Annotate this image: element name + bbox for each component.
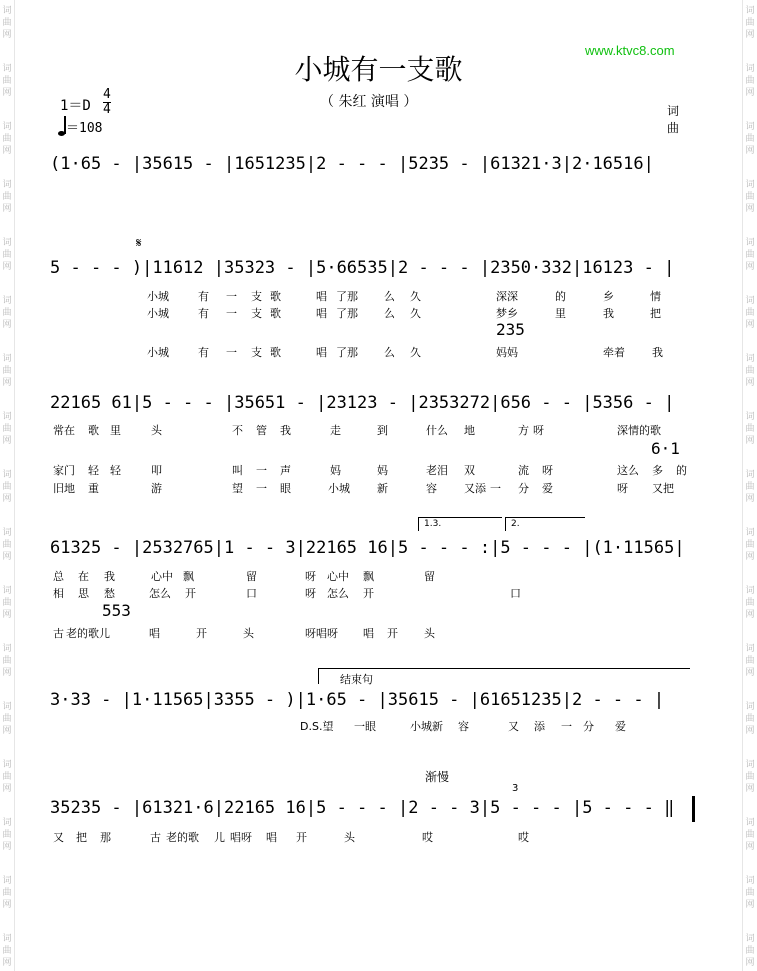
lyric: 开 <box>363 587 374 600</box>
lyric: 儿 <box>214 831 225 844</box>
lyric: 久 <box>410 307 421 320</box>
lyric: 一 <box>226 290 237 303</box>
watermark-glyph: 词 <box>745 6 755 16</box>
lyric: 我 <box>104 570 115 583</box>
lyric: 轻 <box>110 464 121 477</box>
watermark-glyph: 网 <box>745 378 755 388</box>
lyric: 一 <box>561 720 572 733</box>
lyric: 歌 <box>270 290 281 303</box>
lyric: 眼 <box>280 482 291 495</box>
lyric: 呀 <box>305 570 316 583</box>
lyric: 望 <box>232 482 243 495</box>
lyric: 地 <box>464 424 475 437</box>
watermark-glyph: 词 <box>745 934 755 944</box>
composer-label: 曲 <box>667 121 680 135</box>
lyric: 一眼 <box>354 720 376 733</box>
watermark-glyph: 曲 <box>745 424 755 434</box>
watermark-glyph: 词 <box>745 412 755 422</box>
lyric: 深情的歌 <box>617 424 661 437</box>
notation-text: 5 - - - )|11612 |35323 - |5·66535|2 - - - |2350·332|16123 - | <box>50 258 675 278</box>
watermark-glyph: 曲 <box>2 366 12 376</box>
lyric: 有 <box>198 346 209 359</box>
watermark-glyph: 词 <box>745 702 755 712</box>
watermark-glyph: 网 <box>745 494 755 504</box>
lyric: 呀 <box>533 424 544 437</box>
volta-2-label: 2. <box>511 519 520 529</box>
watermark-glyph: 词 <box>2 354 12 364</box>
notation-text: (1·65 - |35615 - |1651235|2 - - - |5235 - |61321·3|2·16516| <box>50 154 654 174</box>
lyric: 里 <box>555 307 566 320</box>
watermark-glyph: 曲 <box>745 308 755 318</box>
watermark-glyph: 曲 <box>2 308 12 318</box>
lyric: 乡 <box>603 290 614 303</box>
lyric: 头 <box>344 831 355 844</box>
watermark-glyph: 曲 <box>2 830 12 840</box>
watermark-glyph: 网 <box>2 726 12 736</box>
notation-text: 22165 61|5 - - - |35651 - |23123 - |2353272|656 - - |5356 - | <box>50 393 675 413</box>
segno-icon: 𝄋 <box>136 236 142 251</box>
lyric: 了那 <box>336 290 358 303</box>
lyric: 叩 <box>151 464 162 477</box>
watermark-glyph: 曲 <box>745 772 755 782</box>
final-barline <box>692 796 695 822</box>
watermark-glyph: 曲 <box>2 482 12 492</box>
lyric: 常在 <box>53 424 75 437</box>
watermark-glyph: 网 <box>745 436 755 446</box>
lyricist-label: 词 <box>667 104 680 118</box>
watermark-glyph: 词 <box>745 818 755 828</box>
watermark-glyph: 词 <box>2 586 12 596</box>
lyric: 歌 <box>270 346 281 359</box>
watermark-glyph: 词 <box>745 180 755 190</box>
watermark-glyph: 网 <box>745 320 755 330</box>
watermark-glyph: 词 <box>745 644 755 654</box>
lyric: 的 <box>676 464 687 477</box>
lyric: 爱 <box>542 482 553 495</box>
lyric: 唱 <box>316 290 327 303</box>
lyric: 留 <box>246 570 257 583</box>
lyric: 妈 <box>330 464 341 477</box>
lyric: 呀 <box>305 587 316 600</box>
watermark-glyph: 曲 <box>745 18 755 28</box>
watermark-glyph: 曲 <box>2 888 12 898</box>
volta-1-edge <box>418 517 419 531</box>
watermark-glyph: 网 <box>2 494 12 504</box>
lyric: 哎 <box>422 831 433 844</box>
notation-text: 35235 - |61321·6|22165 16|5 - - - |2 - - 3|5 - - - |5 - - - ‖ <box>50 798 675 818</box>
watermark-glyph: 曲 <box>745 76 755 86</box>
lyric: 有 <box>198 307 209 320</box>
lyric: 到 <box>377 424 388 437</box>
lyric: 唱 <box>363 627 374 640</box>
lyric: 把 <box>76 831 87 844</box>
watermark-glyph: 曲 <box>2 540 12 550</box>
lyric: 走 <box>330 424 341 437</box>
lyric: 开 <box>387 627 398 640</box>
lyric: 多 <box>652 464 663 477</box>
watermark-glyph: 网 <box>2 842 12 852</box>
watermark-glyph: 曲 <box>2 714 12 724</box>
watermark-glyph: 词 <box>2 6 12 16</box>
watermark-glyph: 词 <box>2 470 12 480</box>
lyric: 有 <box>198 290 209 303</box>
lyric: 久 <box>410 290 421 303</box>
lyric: 在 <box>78 570 89 583</box>
lyric: 久 <box>410 346 421 359</box>
volta-1-label: 1.3. <box>424 519 442 529</box>
watermark-glyph: 词 <box>2 180 12 190</box>
lyric: 又 <box>508 720 519 733</box>
lyric: 呀 <box>542 464 553 477</box>
watermark-glyph: 曲 <box>2 656 12 666</box>
lyric: 爱 <box>615 720 626 733</box>
lyric: 口 <box>246 587 257 600</box>
lyric: 双 <box>464 464 475 477</box>
variant-notes: 553 <box>102 601 131 620</box>
watermark-glyph: 曲 <box>2 424 12 434</box>
meter-top: 4 <box>103 87 111 102</box>
lyric: 么 <box>384 346 395 359</box>
lyric: 我 <box>652 346 663 359</box>
watermark-glyph: 网 <box>745 552 755 562</box>
watermark-glyph: 曲 <box>745 134 755 144</box>
lyric: 头 <box>243 627 254 640</box>
lyric: 相 <box>53 587 64 600</box>
lyric: 歌 <box>88 424 99 437</box>
lyric: 怎么 <box>327 587 349 600</box>
watermark-glyph: 曲 <box>2 76 12 86</box>
lyric: 新 <box>377 482 388 495</box>
lyric: 了那 <box>336 346 358 359</box>
watermark-glyph: 曲 <box>2 946 12 956</box>
lyric: 叫 <box>232 464 243 477</box>
watermark-glyph: 网 <box>2 204 12 214</box>
lyric: 妈妈 <box>496 346 518 359</box>
lyric: 总 <box>53 570 64 583</box>
watermark-glyph: 网 <box>745 784 755 794</box>
watermark-glyph: 词 <box>2 296 12 306</box>
watermark-glyph: 网 <box>745 668 755 678</box>
watermark-glyph: 曲 <box>2 192 12 202</box>
watermark-glyph: 词 <box>745 470 755 480</box>
lyric: 一 <box>226 307 237 320</box>
lyric: 飘 <box>363 570 374 583</box>
lyric: 里 <box>110 424 121 437</box>
watermark-glyph: 网 <box>2 378 12 388</box>
lyric: 小城 <box>147 346 169 359</box>
lyric: 不 <box>232 424 243 437</box>
watermark-glyph: 词 <box>745 528 755 538</box>
lyric: 又把 <box>652 482 674 495</box>
lyric: 游 <box>151 482 162 495</box>
watermark-glyph: 曲 <box>745 714 755 724</box>
lyric: 开 <box>196 627 207 640</box>
lyric: 把 <box>650 307 661 320</box>
right-watermark-strip <box>742 0 757 971</box>
watermark-glyph: 词 <box>2 702 12 712</box>
watermark-glyph: 曲 <box>2 18 12 28</box>
lyric: 头 <box>424 627 435 640</box>
watermark-glyph: 网 <box>2 784 12 794</box>
lyric: 哎 <box>518 831 529 844</box>
watermark-glyph: 曲 <box>2 250 12 260</box>
lyric: 小城 <box>147 307 169 320</box>
triplet-number: 3 <box>512 783 519 794</box>
watermark-glyph: 词 <box>2 934 12 944</box>
watermark-glyph: 网 <box>2 436 12 446</box>
watermark-glyph: 曲 <box>745 598 755 608</box>
singer-credit: （ 朱红 演唱 ） <box>320 94 418 110</box>
lyric: 心中 <box>151 570 173 583</box>
watermark-glyph: 曲 <box>745 540 755 550</box>
watermark-glyph: 曲 <box>2 134 12 144</box>
lyric: 小城新 <box>410 720 443 733</box>
lyric: 又 <box>53 831 64 844</box>
lyric: 老的歌儿 <box>66 627 110 640</box>
lyric: 旧地 <box>53 482 75 495</box>
lyric: 开 <box>185 587 196 600</box>
lyric: 又添 <box>464 482 486 495</box>
ending-bracket-edge <box>318 668 319 684</box>
lyric: 分 <box>518 482 529 495</box>
tempo-mark <box>58 116 102 136</box>
lyric: 小城 <box>328 482 350 495</box>
lyric: 古 <box>53 627 64 640</box>
lyric: 支 <box>251 307 262 320</box>
lyric: 深深 <box>496 290 518 303</box>
site-link[interactable]: www.ktvc8.com <box>585 43 675 58</box>
watermark-glyph: 曲 <box>745 888 755 898</box>
watermark-glyph: 词 <box>2 412 12 422</box>
volta-1-bracket <box>418 517 502 518</box>
lyric: 唱呀 <box>230 831 252 844</box>
watermark-glyph: 词 <box>745 238 755 248</box>
ending-bracket <box>318 668 690 669</box>
lyric: 流 <box>518 464 529 477</box>
watermark-glyph: 曲 <box>745 366 755 376</box>
watermark-glyph: 网 <box>745 30 755 40</box>
lyric: 容 <box>426 482 437 495</box>
lyric: 留 <box>424 570 435 583</box>
watermark-glyph: 曲 <box>745 482 755 492</box>
lyric: 老泪 <box>426 464 448 477</box>
lyric: 牵着 <box>603 346 625 359</box>
lyric: 小城 <box>147 290 169 303</box>
watermark-glyph: 曲 <box>745 656 755 666</box>
lyric: 容 <box>458 720 469 733</box>
lyric: 唱 <box>266 831 277 844</box>
lyric: 么 <box>384 290 395 303</box>
watermark-glyph: 网 <box>745 262 755 272</box>
lyric: 古 <box>150 831 161 844</box>
watermark-glyph: 曲 <box>2 772 12 782</box>
lyric: 的 <box>555 290 566 303</box>
watermark-glyph: 词 <box>745 586 755 596</box>
lyric: 那 <box>100 831 111 844</box>
lyric: 心中 <box>327 570 349 583</box>
ritardando-label: 渐慢 <box>425 770 450 784</box>
watermark-glyph: 网 <box>745 204 755 214</box>
lyric: 支 <box>251 290 262 303</box>
lyric: 这么 <box>617 464 639 477</box>
watermark-glyph: 词 <box>745 64 755 74</box>
lyric: 方 <box>518 424 529 437</box>
watermark-glyph: 词 <box>745 122 755 132</box>
lyric: 一 <box>256 482 267 495</box>
watermark-glyph: 曲 <box>745 250 755 260</box>
meter-bottom: 4 <box>103 102 111 117</box>
watermark-glyph: 曲 <box>745 946 755 956</box>
watermark-glyph: 网 <box>2 900 12 910</box>
watermark-glyph: 网 <box>745 900 755 910</box>
lyric: 一 <box>256 464 267 477</box>
lyric: 怎么 <box>149 587 171 600</box>
lyric: 唱 <box>316 307 327 320</box>
watermark-glyph: 网 <box>2 88 12 98</box>
watermark-glyph: 词 <box>745 296 755 306</box>
watermark-glyph: 曲 <box>2 598 12 608</box>
watermark-glyph: 网 <box>2 958 12 968</box>
watermark-glyph: 曲 <box>745 192 755 202</box>
watermark-glyph: 曲 <box>745 830 755 840</box>
watermark-glyph: 词 <box>2 818 12 828</box>
lyric: 唱 <box>149 627 160 640</box>
volta-2-edge <box>505 517 506 531</box>
lyric: 什么 <box>426 424 448 437</box>
lyric: 老的歌 <box>166 831 199 844</box>
lyric: 我 <box>603 307 614 320</box>
notation-text: 61325 - |2532765|1 - - 3|22165 16|5 - - - :|5 - - - |(1·11565| <box>50 538 685 558</box>
lyric: 呀唱呀 <box>305 627 338 640</box>
lyric: 妈 <box>377 464 388 477</box>
lyric: 添 <box>534 720 545 733</box>
watermark-glyph: 词 <box>2 122 12 132</box>
lyric: 梦乡 <box>496 307 518 320</box>
lyric: 了那 <box>336 307 358 320</box>
lyric: 口 <box>510 587 521 600</box>
lyric: 声 <box>280 464 291 477</box>
watermark-glyph: 网 <box>2 320 12 330</box>
lyric: 支 <box>251 346 262 359</box>
quarter-note-icon <box>58 116 64 136</box>
watermark-glyph: 词 <box>2 760 12 770</box>
lyric: 唱 <box>316 346 327 359</box>
watermark-glyph: 网 <box>745 958 755 968</box>
lyric: 管 <box>256 424 267 437</box>
watermark-glyph: 网 <box>745 842 755 852</box>
watermark-glyph: 词 <box>745 760 755 770</box>
watermark-glyph: 网 <box>745 146 755 156</box>
lyric: 开 <box>296 831 307 844</box>
watermark-glyph: 网 <box>2 610 12 620</box>
watermark-glyph: 词 <box>2 644 12 654</box>
left-watermark-strip <box>0 0 15 971</box>
notation-text: 3·33 - |1·11565|3355 - )|1·65 - |35615 - |61651235|2 - - - | <box>50 690 665 710</box>
time-signature <box>103 88 111 117</box>
lyric: 轻 <box>88 464 99 477</box>
watermark-glyph: 词 <box>2 528 12 538</box>
ending-label: 结束句 <box>340 673 373 686</box>
watermark-glyph: 词 <box>2 64 12 74</box>
key-signature: 1＝D <box>60 98 91 114</box>
watermark-glyph: 词 <box>2 876 12 886</box>
watermark-glyph: 网 <box>2 668 12 678</box>
watermark-glyph: 网 <box>2 146 12 156</box>
volta-2-bracket <box>505 517 585 518</box>
lyric: 家门 <box>53 464 75 477</box>
lyric: 我 <box>280 424 291 437</box>
lyric: 飘 <box>183 570 194 583</box>
variant-notes: 235 <box>496 320 525 339</box>
lyric: D.S.望 <box>300 720 334 733</box>
watermark-glyph: 网 <box>2 552 12 562</box>
lyric: 一 <box>490 482 501 495</box>
lyric: 情 <box>650 290 661 303</box>
watermark-glyph: 网 <box>745 88 755 98</box>
watermark-glyph: 词 <box>745 876 755 886</box>
tempo-value: ＝108 <box>66 121 103 136</box>
variant-notes: 6·1 <box>651 439 680 458</box>
watermark-glyph: 网 <box>2 30 12 40</box>
lyric: 分 <box>583 720 594 733</box>
watermark-glyph: 词 <box>2 238 12 248</box>
lyric: 思 <box>78 587 89 600</box>
lyric: 头 <box>151 424 162 437</box>
song-title: 小城有一支歌 <box>294 53 463 86</box>
lyric: 歌 <box>270 307 281 320</box>
watermark-glyph: 网 <box>745 610 755 620</box>
watermark-glyph: 词 <box>745 354 755 364</box>
lyric: 重 <box>88 482 99 495</box>
lyric: 么 <box>384 307 395 320</box>
watermark-glyph: 网 <box>2 262 12 272</box>
lyric: 呀 <box>617 482 628 495</box>
watermark-glyph: 网 <box>745 726 755 736</box>
lyric: 一 <box>226 346 237 359</box>
lyric: 愁 <box>104 587 115 600</box>
